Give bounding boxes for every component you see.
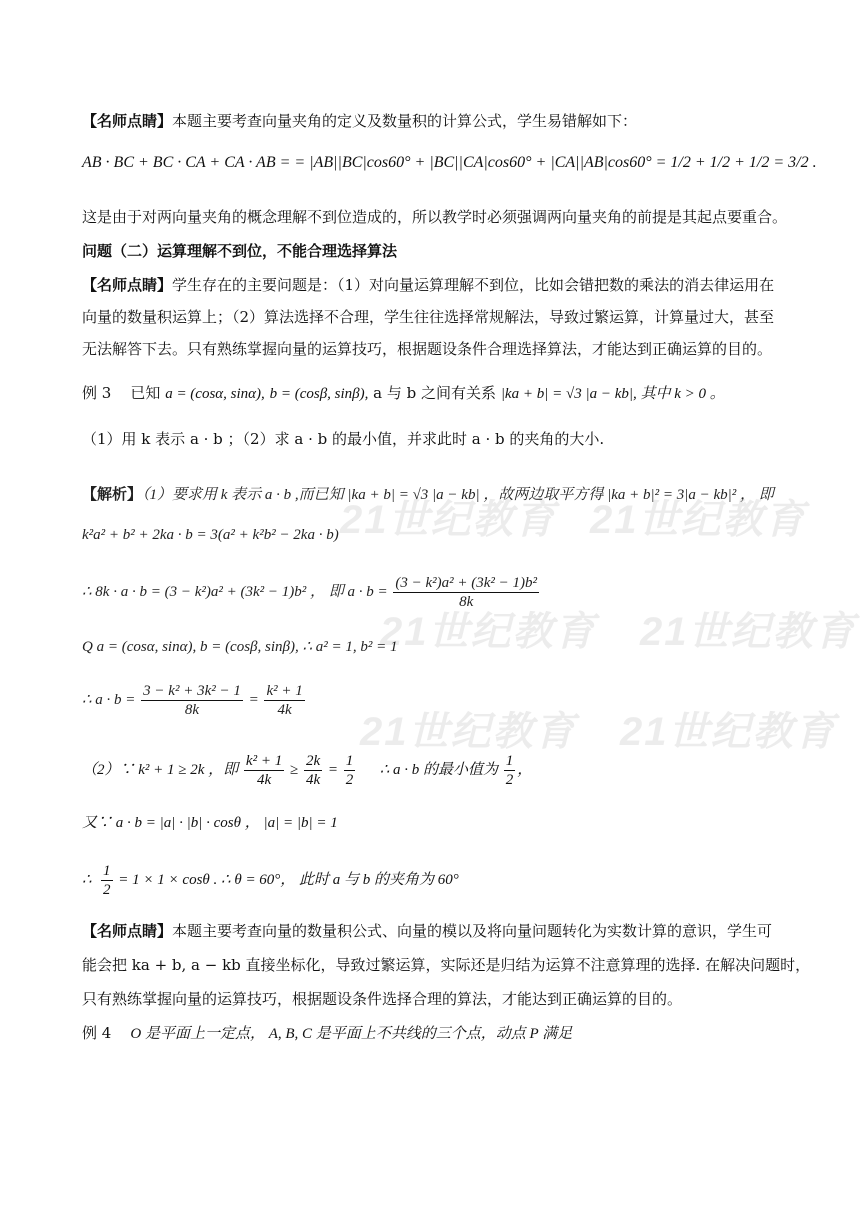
- note-tag: 【名师点睛】: [82, 112, 173, 130]
- part2-line-1: （2）∵ k² + 1 ≥ 2k ，即 $\frac{\text{k² + 1}}{4k}$ ≥ $\frac{2k}{4k}$ = $\frac{1}{2}$ ∴ a · b 的最小值为 $\frac{1}{2}$ ，: [82, 753, 533, 788]
- fraction: $\frac{\text{k² + 1}}{4k}$: [266, 683, 303, 718]
- solution-tag: 【解析】: [82, 487, 143, 503]
- watermark-logo: 21世纪教育: [380, 610, 597, 654]
- note-text: 本题主要考查向量夹角的定义及数量积的计算公式，学生易错解如下：: [172, 112, 638, 130]
- solution-line-5: ∴ a · b = $\frac{\text{3 − k² + 3k² − 1}}{8k}$ = $\frac{\text{k² + 1}}{4k}$: [82, 683, 303, 718]
- paragraph-teacher-note-1: [82, 110, 800, 132]
- formula-lhs: AB · BC + BC · CA + CA · AB =: [82, 154, 291, 171]
- example-3-question: （1）用 k 表示 a · b ；（2）求 a · b 的最小值，并求此时 a · b 的夹角的大小.: [82, 430, 605, 448]
- watermark-logo: 21世纪教育: [590, 498, 807, 542]
- formula-rhs: = |AB||BC|cos60° + |BC||CA|cos60° + |CA||AB|cos60° = 1/2 + 1/2 + 1/2 = 3/2 .: [294, 154, 817, 171]
- paragraph-teacher-note-3-line1: 【名师点睛】本题主要考查向量的数量积公式、向量的模以及将向量问题转化为实数计算的意识，学生可: [82, 922, 773, 940]
- example-label: 例 3: [82, 384, 112, 402]
- watermark-logo: 21世纪教育: [640, 610, 857, 654]
- watermark-logo: 21世纪教育: [620, 710, 837, 754]
- paragraph-teacher-note-3-line3: 只有熟练掌握向量的运算技巧，根据题设条件选择合理的算法，才能达到正确运算的目的。: [82, 990, 683, 1008]
- section-heading: 问题（二）运算理解不到位，不能合理选择算法: [82, 242, 398, 260]
- fraction: $\frac{\text{(3 − k²)a² + (3k² − 1)b²}}{8k}$: [395, 575, 538, 610]
- part2-line-3: ∴ $\frac{1}{2}$ = 1 × 1 × cosθ . ∴ θ = 60°， 此时 a 与 b 的夹角为 60°: [82, 863, 459, 898]
- example-label: 例 4: [82, 1024, 112, 1042]
- note-tag: 【名师点睛】: [82, 276, 173, 294]
- part2-line-2: 又∵ a · b = |a| · |b| · cosθ ， |a| = |b| = 1: [82, 815, 338, 831]
- example-4: 例 4 O 是平面上一定点， A, B, C 是平面上不共线的三个点，动点 P 满足: [82, 1024, 573, 1042]
- fraction: $\frac{1}{2}$: [103, 863, 111, 898]
- paragraph-teacher-note-2-line1: 【名师点睛】学生存在的主要问题是：（1）对向量运算理解不到位，比如会错把数的乘法的消去律运用在: [82, 276, 775, 294]
- paragraph-teacher-note-2-line3: 无法解答下去。只有熟练掌握向量的运算技巧，根据题设条件合理选择算法，才能达到正确运算的目的。: [82, 340, 773, 358]
- paragraph-teacher-note-3-line2: 能会把 ka + b, a − kb 直接坐标化，导致过繁运算，实际还是归结为运算不注意算理的选择. 在解决问题时，: [82, 956, 811, 974]
- fraction: $\frac{\text{3 − k² + 3k² − 1}}{8k}$: [143, 683, 241, 718]
- solution-line-2: k²a² + b² + 2ka · b = 3(a² + k²b² − 2ka · b): [82, 527, 339, 543]
- fraction: $\frac{2k}{4k}$: [305, 753, 321, 788]
- note-tag: 【名师点睛】: [82, 922, 173, 940]
- solution-line-4: Q a = (cosα, sinα), b = (cosβ, sinβ), ∴ a² = 1, b² = 1: [82, 639, 398, 655]
- fraction: $\frac{\text{k² + 1}}{4k}$: [245, 753, 283, 788]
- paragraph-explanation: 这是由于对两向量夹角的概念理解不到位造成的，所以教学时必须强调两向量夹角的前提是其起点要重合。: [82, 208, 788, 226]
- fraction: $\frac{1}{2}$: [345, 753, 354, 788]
- solution-line-1: 【解析】（1）要求用 k 表示 a · b ,而已知 |ka + b| = √3 |a − kb| ，故两边取平方得 |ka + b|² = 3|a − kb|² ， 即: [82, 487, 774, 503]
- solution-line-3: ∴ 8k · a · b = (3 − k²)a² + (3k² − 1)b² ， 即 a · b = $\frac{\text{(3 − k²)a² + (3k² − 1)b²}}{8k}$: [82, 575, 538, 610]
- paragraph-teacher-note-2-line2: 向量的数量积运算上；（2）算法选择不合理，学生往往选择常规解法，导致过繁运算，计算量过大，甚至: [82, 308, 775, 326]
- watermark-logo: 21世纪教育: [360, 710, 577, 754]
- example-3: 例 3 已知 a = (cosα, sinα), b = (cosβ, sinβ), a 与 b 之间有关系 |ka + b| = √3 |a − kb|, 其中 k > 0 。: [82, 384, 725, 402]
- watermark-logo: 21世纪教育: [340, 498, 557, 542]
- fraction: $\frac{1}{2}$: [505, 753, 514, 788]
- formula-wrong-solution: [82, 152, 817, 174]
